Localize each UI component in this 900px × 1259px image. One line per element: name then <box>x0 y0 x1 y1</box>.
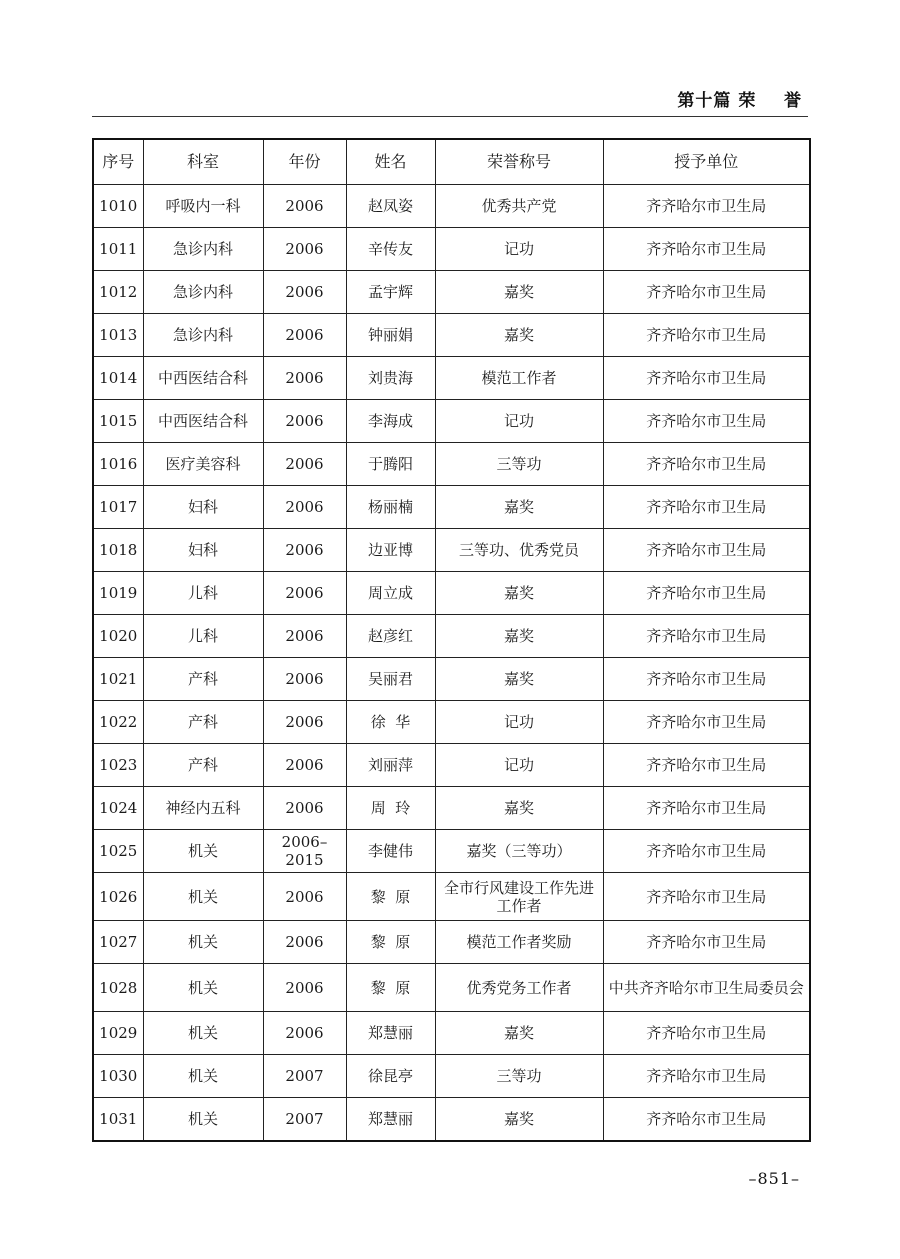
cell-year: 2006 <box>263 744 346 787</box>
cell-no: 1025 <box>93 830 143 873</box>
cell-year: 2006 <box>263 873 346 921</box>
table-body <box>93 185 810 1142</box>
cell-no: 1028 <box>93 964 143 1012</box>
cell-dept: 呼吸内一科 <box>143 185 263 228</box>
table-row <box>93 228 810 271</box>
cell-unit: 齐齐哈尔市卫生局 <box>603 443 810 486</box>
cell-honor: 嘉奖 <box>435 1012 603 1055</box>
cell-name: 徐昆亭 <box>346 1055 435 1098</box>
table-row <box>93 921 810 964</box>
cell-unit: 齐齐哈尔市卫生局 <box>603 185 810 228</box>
cell-dept: 机关 <box>143 873 263 921</box>
honors-table <box>92 138 811 1142</box>
cell-year: 2006 <box>263 658 346 701</box>
cell-year: 2006 <box>263 964 346 1012</box>
cell-name: 赵凤姿 <box>346 185 435 228</box>
cell-unit: 齐齐哈尔市卫生局 <box>603 314 810 357</box>
cell-unit: 齐齐哈尔市卫生局 <box>603 400 810 443</box>
cell-name: 吴丽君 <box>346 658 435 701</box>
cell-no: 1030 <box>93 1055 143 1098</box>
table-row <box>93 314 810 357</box>
cell-year: 2006 <box>263 271 346 314</box>
cell-dept: 妇科 <box>143 529 263 572</box>
cell-dept: 急诊内科 <box>143 271 263 314</box>
cell-dept: 儿科 <box>143 572 263 615</box>
cell-no: 1027 <box>93 921 143 964</box>
cell-honor: 全市行风建设工作先进工作者 <box>435 873 603 921</box>
column-header-no: 序号 <box>93 139 143 185</box>
cell-honor: 嘉奖 <box>435 1098 603 1142</box>
cell-no: 1029 <box>93 1012 143 1055</box>
table-row <box>93 529 810 572</box>
cell-year: 2006 <box>263 443 346 486</box>
column-header-dept: 科室 <box>143 139 263 185</box>
cell-dept: 产科 <box>143 744 263 787</box>
cell-name: 边亚博 <box>346 529 435 572</box>
cell-honor: 嘉奖 <box>435 572 603 615</box>
table-row <box>93 185 810 228</box>
cell-year: 2006 <box>263 572 346 615</box>
cell-honor: 嘉奖 <box>435 658 603 701</box>
cell-honor: 嘉奖 <box>435 271 603 314</box>
cell-dept: 中西医结合科 <box>143 400 263 443</box>
cell-unit: 齐齐哈尔市卫生局 <box>603 529 810 572</box>
cell-name: 李海成 <box>346 400 435 443</box>
cell-honor: 模范工作者 <box>435 357 603 400</box>
cell-no: 1021 <box>93 658 143 701</box>
table-row <box>93 1012 810 1055</box>
table-row <box>93 744 810 787</box>
cell-name: 周立成 <box>346 572 435 615</box>
table-row <box>93 271 810 314</box>
cell-unit: 齐齐哈尔市卫生局 <box>603 1055 810 1098</box>
cell-name: 刘丽萍 <box>346 744 435 787</box>
cell-unit: 齐齐哈尔市卫生局 <box>603 830 810 873</box>
cell-name: 郑慧丽 <box>346 1098 435 1142</box>
cell-unit: 齐齐哈尔市卫生局 <box>603 572 810 615</box>
cell-no: 1010 <box>93 185 143 228</box>
cell-name: 周 玲 <box>346 787 435 830</box>
cell-name: 于腾阳 <box>346 443 435 486</box>
cell-name: 黎 原 <box>346 873 435 921</box>
table-row <box>93 873 810 921</box>
cell-unit: 齐齐哈尔市卫生局 <box>603 486 810 529</box>
cell-honor: 嘉奖 <box>435 314 603 357</box>
table-row <box>93 701 810 744</box>
cell-unit: 齐齐哈尔市卫生局 <box>603 228 810 271</box>
column-header-name: 姓名 <box>346 139 435 185</box>
running-header: 第十篇 荣 誉 <box>677 91 802 111</box>
cell-year: 2006 <box>263 1012 346 1055</box>
cell-year: 2007 <box>263 1098 346 1142</box>
cell-unit: 齐齐哈尔市卫生局 <box>603 787 810 830</box>
cell-dept: 妇科 <box>143 486 263 529</box>
table-row <box>93 615 810 658</box>
cell-honor: 嘉奖 <box>435 486 603 529</box>
cell-no: 1020 <box>93 615 143 658</box>
cell-no: 1014 <box>93 357 143 400</box>
cell-name: 郑慧丽 <box>346 1012 435 1055</box>
cell-honor: 记功 <box>435 228 603 271</box>
table-row <box>93 357 810 400</box>
cell-year: 2006 <box>263 486 346 529</box>
cell-year: 2006 <box>263 357 346 400</box>
page-number: –851– <box>748 1169 800 1188</box>
cell-dept: 机关 <box>143 964 263 1012</box>
cell-unit: 齐齐哈尔市卫生局 <box>603 744 810 787</box>
cell-no: 1019 <box>93 572 143 615</box>
cell-year: 2006 <box>263 787 346 830</box>
cell-no: 1015 <box>93 400 143 443</box>
cell-honor: 嘉奖 <box>435 615 603 658</box>
cell-honor: 嘉奖 <box>435 787 603 830</box>
table-row <box>93 658 810 701</box>
cell-year: 2006 <box>263 615 346 658</box>
cell-dept: 急诊内科 <box>143 228 263 271</box>
cell-unit: 齐齐哈尔市卫生局 <box>603 1098 810 1142</box>
cell-dept: 机关 <box>143 1098 263 1142</box>
cell-year: 2006 <box>263 314 346 357</box>
cell-name: 刘贵海 <box>346 357 435 400</box>
cell-name: 李健伟 <box>346 830 435 873</box>
cell-honor: 记功 <box>435 701 603 744</box>
cell-unit: 中共齐齐哈尔市卫生局委员会 <box>603 964 810 1012</box>
cell-honor: 记功 <box>435 744 603 787</box>
table-row <box>93 1098 810 1142</box>
cell-name: 钟丽娟 <box>346 314 435 357</box>
cell-year: 2007 <box>263 1055 346 1098</box>
table-row <box>93 486 810 529</box>
cell-dept: 产科 <box>143 701 263 744</box>
cell-honor: 三等功、优秀党员 <box>435 529 603 572</box>
cell-year: 2006 <box>263 228 346 271</box>
cell-name: 徐 华 <box>346 701 435 744</box>
cell-name: 孟宇辉 <box>346 271 435 314</box>
cell-dept: 医疗美容科 <box>143 443 263 486</box>
cell-unit: 齐齐哈尔市卫生局 <box>603 701 810 744</box>
cell-no: 1012 <box>93 271 143 314</box>
cell-unit: 齐齐哈尔市卫生局 <box>603 615 810 658</box>
cell-name: 黎 原 <box>346 921 435 964</box>
header-rule <box>92 116 808 117</box>
cell-dept: 急诊内科 <box>143 314 263 357</box>
cell-no: 1026 <box>93 873 143 921</box>
cell-no: 1013 <box>93 314 143 357</box>
cell-no: 1016 <box>93 443 143 486</box>
cell-year: 2006 <box>263 529 346 572</box>
cell-unit: 齐齐哈尔市卫生局 <box>603 921 810 964</box>
table-row <box>93 572 810 615</box>
cell-name: 赵彦红 <box>346 615 435 658</box>
table-header-row <box>93 139 810 185</box>
cell-honor: 优秀党务工作者 <box>435 964 603 1012</box>
table-row <box>93 830 810 873</box>
cell-no: 1023 <box>93 744 143 787</box>
cell-dept: 中西医结合科 <box>143 357 263 400</box>
cell-dept: 机关 <box>143 830 263 873</box>
cell-name: 杨丽楠 <box>346 486 435 529</box>
cell-unit: 齐齐哈尔市卫生局 <box>603 357 810 400</box>
table-row <box>93 1055 810 1098</box>
cell-dept: 儿科 <box>143 615 263 658</box>
cell-no: 1018 <box>93 529 143 572</box>
cell-honor: 嘉奖（三等功） <box>435 830 603 873</box>
cell-dept: 产科 <box>143 658 263 701</box>
cell-year: 2006 <box>263 185 346 228</box>
cell-unit: 齐齐哈尔市卫生局 <box>603 658 810 701</box>
cell-unit: 齐齐哈尔市卫生局 <box>603 1012 810 1055</box>
cell-unit: 齐齐哈尔市卫生局 <box>603 271 810 314</box>
cell-no: 1011 <box>93 228 143 271</box>
column-header-unit: 授予单位 <box>603 139 810 185</box>
cell-dept: 机关 <box>143 1012 263 1055</box>
cell-name: 辛传友 <box>346 228 435 271</box>
cell-no: 1017 <box>93 486 143 529</box>
cell-honor: 三等功 <box>435 1055 603 1098</box>
table-row <box>93 964 810 1012</box>
cell-no: 1031 <box>93 1098 143 1142</box>
cell-honor: 记功 <box>435 400 603 443</box>
cell-year: 2006 <box>263 400 346 443</box>
column-header-year: 年份 <box>263 139 346 185</box>
cell-no: 1024 <box>93 787 143 830</box>
cell-no: 1022 <box>93 701 143 744</box>
cell-dept: 神经内五科 <box>143 787 263 830</box>
table-row <box>93 787 810 830</box>
cell-year: 2006–2015 <box>263 830 346 873</box>
column-header-honor: 荣誉称号 <box>435 139 603 185</box>
table-row <box>93 443 810 486</box>
cell-unit: 齐齐哈尔市卫生局 <box>603 873 810 921</box>
cell-year: 2006 <box>263 921 346 964</box>
cell-honor: 优秀共产党 <box>435 185 603 228</box>
table-row <box>93 400 810 443</box>
cell-dept: 机关 <box>143 1055 263 1098</box>
cell-honor: 模范工作者奖励 <box>435 921 603 964</box>
cell-year: 2006 <box>263 701 346 744</box>
cell-dept: 机关 <box>143 921 263 964</box>
cell-honor: 三等功 <box>435 443 603 486</box>
cell-name: 黎 原 <box>346 964 435 1012</box>
